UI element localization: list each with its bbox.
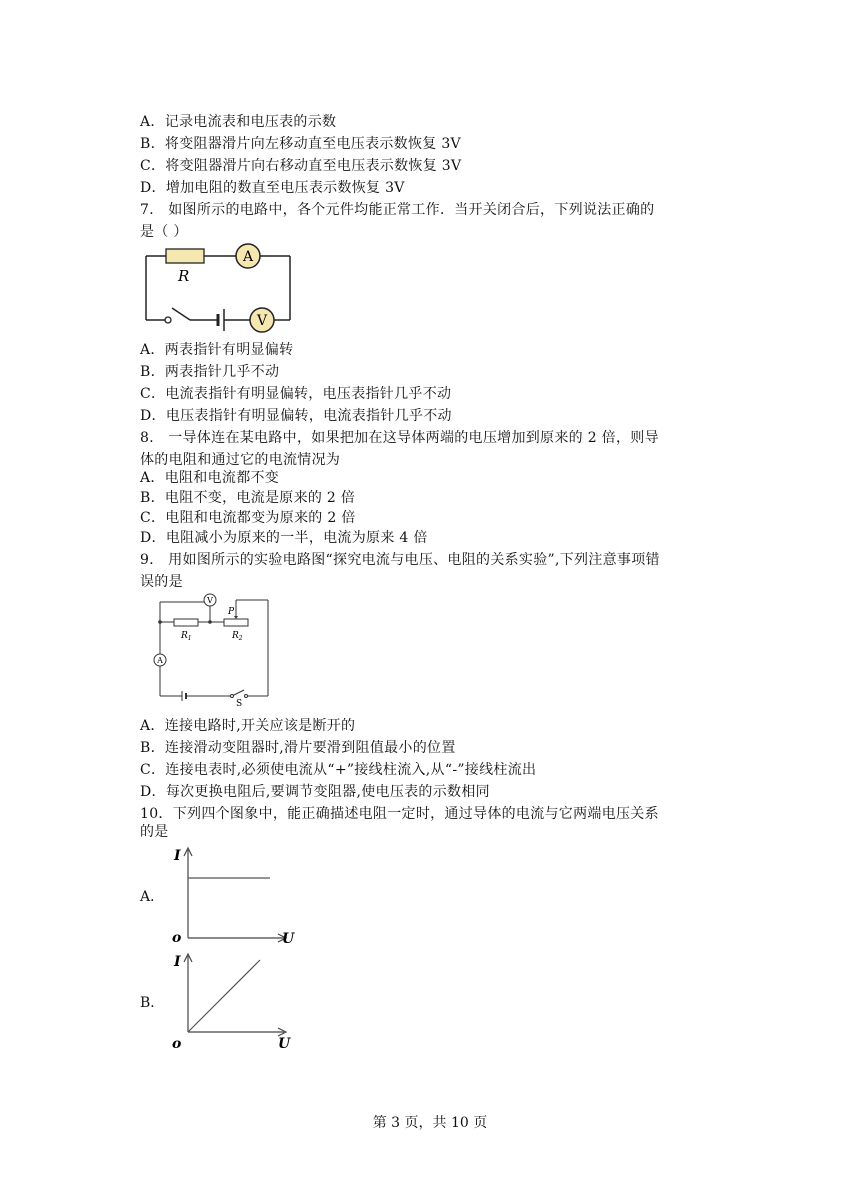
q9-option-c: C．连接电表时,必须使电流从“+”接线柱流入,从“-”接线柱流出 — [140, 762, 537, 778]
y-axis-label: I — [174, 848, 181, 864]
q6-option-d: D．增加电阻的数直至电压表示数恢复 3V — [140, 180, 405, 196]
q7-stem-line2: 是（ ） — [140, 224, 188, 240]
voltmeter-label: V — [256, 313, 268, 329]
origin-label: o — [172, 930, 182, 946]
q6-option-c: C．将变阻器滑片向右移动直至电压表示数恢复 3V — [140, 158, 462, 174]
q7-circuit-diagram — [140, 238, 300, 338]
r1-label: R — [181, 631, 188, 641]
svg-text:R1 — [180, 631, 192, 642]
q10-graph-a — [166, 842, 298, 946]
q10-graph-b — [166, 948, 298, 1052]
r1-symbol — [174, 619, 198, 626]
r1-subscript: 1 — [187, 635, 192, 642]
page-footer: 第 3 页，共 10 页 — [372, 1115, 488, 1131]
q10-option-b-label: B． — [140, 995, 165, 1011]
q7-option-d: D．电压表指针有明显偏转，电流表指针几乎不动 — [140, 408, 452, 424]
r2-subscript: 2 — [238, 635, 243, 642]
q9-option-b: B．连接滑动变阻器时,滑片要滑到阻值最小的位置 — [140, 740, 456, 756]
x-axis-label: U — [278, 1036, 291, 1052]
r2-label: R — [232, 631, 239, 641]
y-axis-label: I — [174, 954, 181, 970]
svg-text:R2 — [231, 631, 243, 642]
q9-stem-line2: 误的是 — [140, 574, 183, 590]
switch-blade — [172, 308, 190, 320]
q8-option-a: A．电阻和电流都不变 — [140, 470, 280, 486]
q7-option-c: C．电流表指针有明显偏转，电压表指针几乎不动 — [140, 386, 452, 402]
proportional-line — [188, 960, 260, 1032]
q9-stem-line1: 9． 用如图所示的实验电路图“探究电流与电压、电阻的关系实验”,下列注意事项错 — [140, 552, 660, 568]
q10-option-a-label: A． — [140, 889, 165, 905]
q10-stem-line1: 10．下列四个图象中，能正确描述电阻一定时，通过导体的电流与它两端电压关系 — [140, 806, 659, 822]
origin-label: o — [172, 1036, 182, 1052]
q8-option-b: B．电阻不变，电流是原来的 2 倍 — [140, 490, 356, 506]
q8-option-c: C．电阻和电流都变为原来的 2 倍 — [140, 510, 356, 526]
x-axis-label: U — [282, 931, 295, 946]
ammeter-label: A — [157, 656, 163, 665]
q8-option-d: D．电阻减小为原来的一半，电流为原来 4 倍 — [140, 530, 428, 546]
ammeter-label: A — [242, 249, 254, 265]
q6-option-a: A．记录电流表和电压表的示数 — [140, 114, 337, 130]
r2-symbol — [224, 619, 248, 626]
voltmeter-label: V — [207, 596, 213, 605]
q7-option-a: A．两表指针有明显偏转 — [140, 342, 294, 358]
slider-label: P — [228, 607, 235, 617]
resistor-symbol — [166, 249, 204, 263]
switch-label: S — [236, 699, 243, 707]
q8-stem-line1: 8． 一导体连在某电路中，如果把加在这导体两端的电压增加到原来的 2 倍，则导 — [140, 430, 659, 446]
q9-option-a: A．连接电路时,开关应该是断开的 — [140, 718, 356, 734]
q9-circuit-diagram — [148, 592, 278, 707]
q10-stem-line2: 的是 — [140, 824, 169, 840]
q6-option-b: B．将变阻器滑片向左移动直至电压表示数恢复 3V — [140, 136, 461, 152]
q7-option-b: B．两表指针几乎不动 — [140, 364, 280, 380]
q7-stem-line1: 7． 如图所示的电路中，各个元件均能正常工作．当开关闭合后，下列说法正确的 — [140, 202, 655, 218]
q9-option-d: D．每次更换电阻后,要调节变阻器,使电压表的示数相同 — [140, 784, 490, 800]
resistor-label: R — [178, 267, 190, 285]
q8-stem-line2: 体的电阻和通过它的电流情况为 — [140, 452, 341, 468]
